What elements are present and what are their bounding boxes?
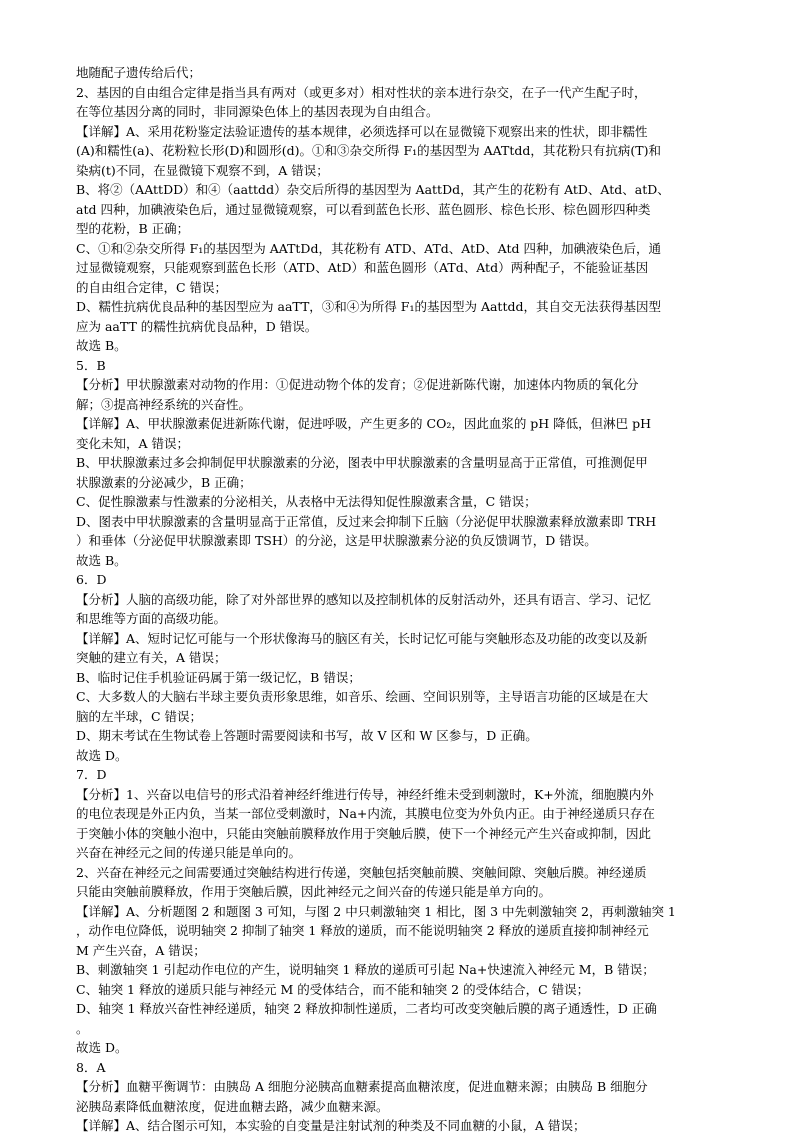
text-line: 【分析】甲状腺激素对动物的作用：①促进动物个体的发育；②促进新陈代谢，加速体内物质的氧化分 xyxy=(76,377,639,392)
text-line: 【分析】人脑的高级功能，除了对外部世界的感知以及控制机体的反射活动外，还具有语言、学习、记忆 xyxy=(76,591,652,607)
text-line: D、期末考试在生物试卷上答题时需要阅读和书写，故 V 区和 W 区参与，D 正确。 xyxy=(76,728,538,743)
text-line: C、①和②杂交所得 F₁的基因型为 AATtDd，其花粉有 ATD、ATd、AtD、Atd 四种，加碘液染色后，通 xyxy=(76,240,661,256)
text-line: D、轴突 1 释放兴奋性神经递质，轴突 2 释放抑制性递质，二者均可改变突触后膜的离子通透性，D 正确 xyxy=(76,1001,657,1016)
text-line: 型的花粉，B 正确； xyxy=(76,221,190,236)
text-line: 。 xyxy=(76,1020,89,1036)
text-line: D、图表中甲状腺激素的含量明显高于正常值，反过来会抑制下丘脑（分泌促甲状腺激素释放激素即 TRH xyxy=(76,513,657,529)
text-line: 脑的左半球，C 错误； xyxy=(76,708,203,724)
text-line: 泌胰岛素降低血糖浓度，促进血糖去路，减少血糖来源。 xyxy=(76,1098,389,1114)
text-line: B、临时记住手机验证码属于第一级记忆，B 错误； xyxy=(76,669,361,685)
text-line: 突触的建立有关，A 错误； xyxy=(76,650,227,665)
text-line: 染病(t)不同，在显微镜下观察不到，A 错误； xyxy=(76,162,329,178)
text-line: 【详解】A、甲状腺激素促进新陈代谢，促进呼吸，产生更多的 CO₂，因此血浆的 pH 降低，但淋巴 pH xyxy=(76,416,652,431)
text-line: 解；③提高神经系统的兴奋性。 xyxy=(76,396,252,412)
text-line: 2、兴奋在神经元之间需要通过突触结构进行传递，突触包括突触前膜、突触间隙、突触后膜。神经递质 xyxy=(76,864,647,880)
text-line: 兴奋在神经元之间的传递只能是单向的。 xyxy=(76,845,302,860)
text-line: 于突触小体的突触小泡中，只能由突触前膜释放作用于突触后膜，使下一个神经元产生兴奋或抑制，因此 xyxy=(76,825,652,841)
text-line: 【分析】血糖平衡调节：由胰岛 A 细胞分泌胰高血糖素提高血糖浓度，促进血糖来源；由胰岛 B 细胞分 xyxy=(76,1079,648,1094)
text-line: (A)和糯性(a)、花粉粒长形(D)和圆形(d)。①和③杂交所得 F₁的基因型为 AATtdd，其花粉只有抗病(T)和 xyxy=(76,143,661,158)
text-line: 故选 D。 xyxy=(76,747,128,763)
text-line: B、刺激轴突 1 引起动作电位的产生，说明轴突 1 释放的递质可引起 Na+快速流入神经元 M，B 错误； xyxy=(76,962,655,977)
text-line: 【详解】A、分析题图 2 和题图 3 可知，与图 2 中只刺激轴突 1 相比，图 3 中先刺激轴突 2，再刺激轴突 1 xyxy=(76,903,676,919)
text-line: 只能由突触前膜释放，作用于突触后膜，因此神经元之间兴奋的传递只能是单方向的。 xyxy=(76,884,552,899)
text-line: 6．D xyxy=(76,572,107,587)
text-line: C、轴突 1 释放的递质只能与神经元 M 的受体结合，而不能和轴突 2 的受体结合，C 错误； xyxy=(76,981,590,997)
text-line: atd 四种，加碘液染色后，通过显微镜观察，可以看到蓝色长形、蓝色圆形、棕色长形、棕色圆形四种类 xyxy=(76,201,651,217)
text-line: 和思维等方面的高级功能。 xyxy=(76,611,227,626)
text-line: 【详解】A、短时记忆可能与一个形状像海马的脑区有关，长时记忆可能与突触形态及功能的改变以及新 xyxy=(76,630,648,646)
text-line: 应为 aaTT 的糯性抗病优良品种，D 错误。 xyxy=(76,318,318,334)
text-line: D、糯性抗病优良品种的基因型应为 aaTT，③和④为所得 F₁的基因型为 Aattdd，其自交无法获得基因型 xyxy=(76,299,661,314)
text-line: C、大多数人的大脑右半球主要负责形象思维，如音乐、绘画、空间识别等，主导语言功能的区域是在大 xyxy=(76,689,649,704)
text-line: 地随配子遗传给后代； xyxy=(76,65,202,80)
text-line: 【详解】A、采用花粉鉴定法验证遗传的基本规律，必须选择可以在显微镜下观察出来的性状，即非糯性 xyxy=(76,123,648,139)
text-line: 【分析】1、兴奋以电信号的形式沿着神经纤维进行传导，神经纤维未受到刺激时，K+外流，细胞膜内外 xyxy=(76,786,654,802)
text-line: 的自由组合定律，C 错误； xyxy=(76,279,228,295)
text-line: 7．D xyxy=(76,767,107,782)
text-line: 【详解】A、结合图示可知，本实验的自变量是注射试剂的种类及不同血糖的小鼠，A 错误； xyxy=(76,1118,586,1133)
text-line: 的电位表现是外正内负，当某一部位受刺激时，Na+内流，其膜电位变为外负内正。由于神经递质只存在 xyxy=(76,806,655,821)
text-line: 故选 B。 xyxy=(76,552,127,568)
text-line: 过显微镜观察，只能观察到蓝色长形（ATD、AtD）和蓝色圆形（ATd、Atd）两种配子，不能验证基因 xyxy=(76,260,649,275)
text-line: 故选 D。 xyxy=(76,1040,128,1055)
text-line: ，动作电位降低，说明轴突 2 抑制了轴突 1 释放的递质，而不能说明轴突 2 释放的递质直接抑制神经元 xyxy=(76,923,649,938)
text-line: 在等位基因分离的同时，非同源染色体上的基因表现为自由组合。 xyxy=(76,104,439,119)
text-line: 5．B xyxy=(76,357,106,373)
text-line: 2、基因的自由组合定律是指当具有两对（或更多对）相对性状的亲本进行杂交，在子一代产生配子时， xyxy=(76,84,647,100)
text-line: 变化未知，A 错误； xyxy=(76,435,190,451)
text-line: 8．A xyxy=(76,1059,106,1075)
text-line: 状腺激素的分泌减少，B 正确； xyxy=(76,474,252,490)
text-line: 故选 B。 xyxy=(76,338,127,353)
text-line: ）和垂体（分泌促甲状腺激素即 TSH）的分泌，这是甲状腺激素分泌的负反馈调节，D 错误。 xyxy=(76,533,597,548)
text-line: B、甲状腺激素过多会抑制促甲状腺激素的分泌，图表中甲状腺激素的含量明显高于正常值，可推测促甲 xyxy=(76,455,648,470)
text-line: M 产生兴奋，A 错误； xyxy=(76,942,206,958)
text-line: B、将②（AAttDD）和④（aattdd）杂交后所得的基因型为 AattDd，其产生的花粉有 AtD、Atd、atD、 xyxy=(76,182,670,197)
text-line: C、促性腺激素与性激素的分泌相关，从表格中无法得知促性腺激素含量，C 错误； xyxy=(76,494,537,509)
